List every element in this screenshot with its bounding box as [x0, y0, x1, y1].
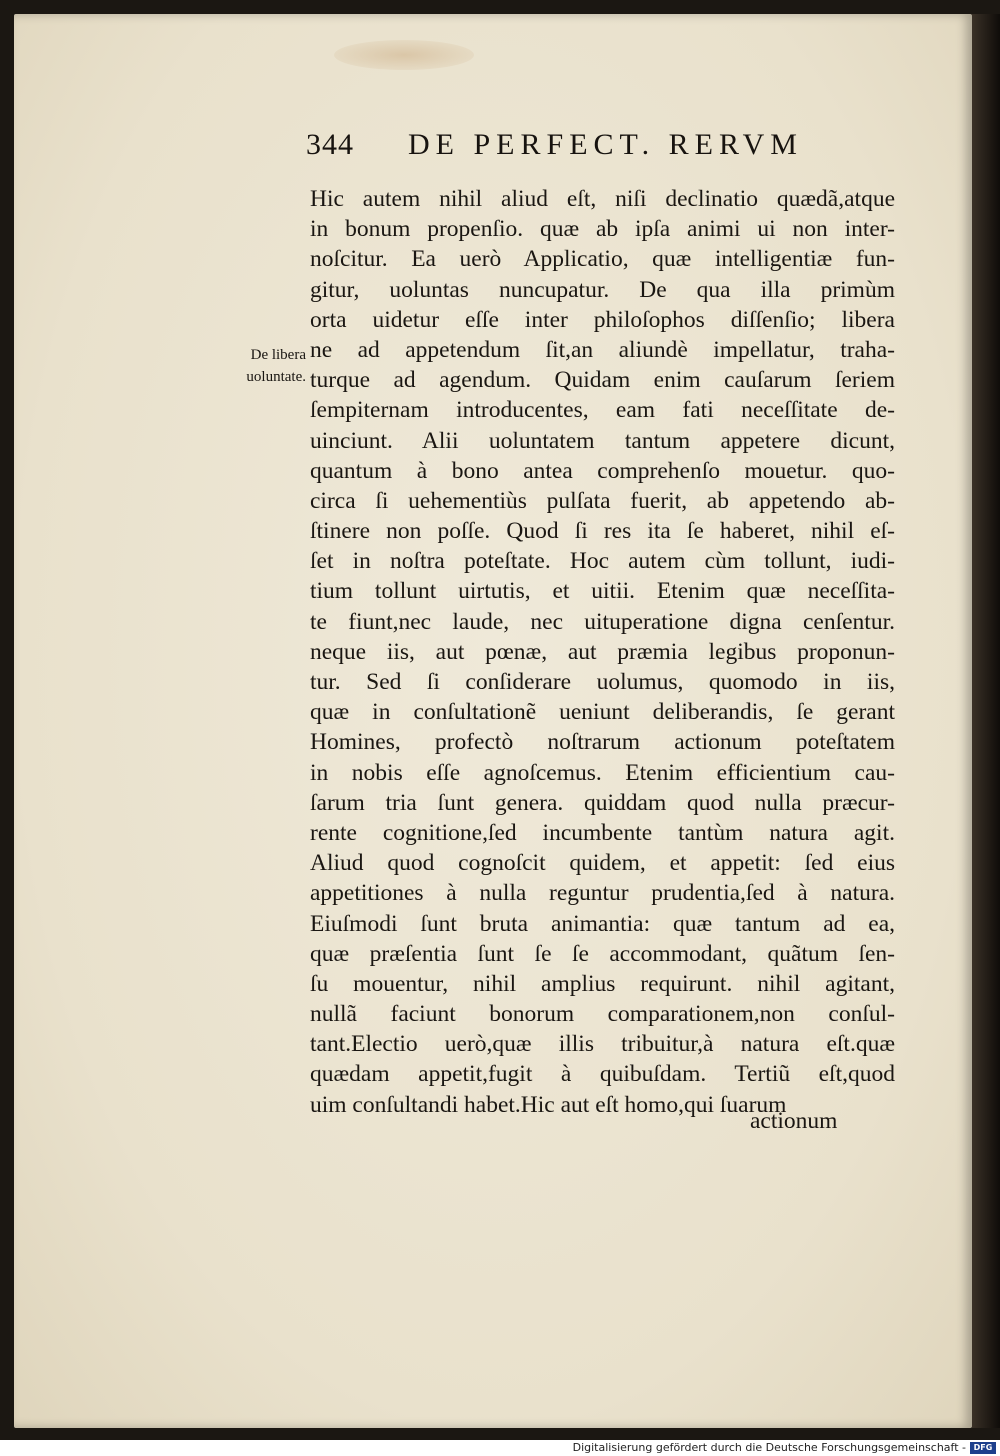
- body-text: [310, 184, 895, 1120]
- text-line: quæ præſentia ſunt ſe ſe accommodant, quãtum ſen-: [310, 940, 895, 967]
- text-line: ſempiternam introducentes, eam fati neceſſitate de-: [310, 397, 895, 424]
- text-line: noſcitur. Ea uerò Applicatio, quæ intelligentiæ fun-: [310, 246, 895, 273]
- text-line: nullã faciunt bonorum comparationem,non conſul-: [310, 1001, 895, 1028]
- text-line: uim conſultandi habet.Hic aut eſt homo,qui ſuarum: [310, 1091, 787, 1118]
- text-line: appetitiones à nulla reguntur prudentia,ſed à natura.: [310, 880, 895, 907]
- text-line: turque ad agendum. Quidam enim cauſarum ſeriem: [310, 367, 895, 394]
- text-line: Hic autem nihil aliud eſt, niſi declinatio quædã,atque: [310, 186, 895, 212]
- marginal-note: [206, 344, 306, 388]
- text-line: Homines, profectò noſtrarum actionum poteſtatem: [310, 729, 895, 756]
- text-line: ſarum tria ſunt genera. quiddam quod nulla præcur-: [310, 789, 895, 816]
- marginal-note-line: uoluntate.: [246, 369, 306, 385]
- text-line: Eiuſmodi ſunt bruta animantia: quæ tantum ad ea,: [310, 910, 895, 937]
- marginal-note-line: De libera: [250, 347, 306, 363]
- text-line: ne ad appetendum ſit,an aliundè impellatur, traha-: [310, 336, 895, 363]
- text-line: circa ſi uehementiùs pulſata fuerit, ab appetendo ab-: [310, 487, 895, 514]
- text-line: gitur, uoluntas nuncupatur. De qua illa primùm: [310, 276, 895, 303]
- text-line: quantum à bono antea comprehenſo mouetur. quo-: [310, 457, 895, 484]
- text-line: tant.Electio uerò,quæ illis tribuitur,à natura eſt.quæ: [310, 1031, 895, 1058]
- text-line: te fiunt,nec laude, nec uituperatione digna cenſentur.: [310, 608, 895, 635]
- text-line: neque iis, aut pœnæ, aut præmia legibus proponun-: [310, 638, 895, 665]
- paper-stain: [334, 40, 474, 70]
- text-line: rente cognitione,ſed incumbente tantùm natura agit.: [310, 819, 895, 846]
- text-line: orta uidetur eſſe inter philoſophos diſſenſio; libera: [310, 306, 895, 333]
- text-line: uinciunt. Alii uoluntatem tantum appetere dicunt,: [310, 427, 895, 454]
- footer-bar: [0, 1440, 1000, 1456]
- page-header: [306, 128, 806, 168]
- text-line: tur. Sed ſi conſiderare uolumus, quomodo in iis,: [310, 669, 895, 695]
- text-line: in bonum propenſio. quæ ab ipſa animi ui non inter-: [310, 216, 895, 243]
- text-line: quæ in conſultationẽ ueniunt deliberandis, ſe gerant: [310, 699, 895, 726]
- text-line: Aliud quod cognoſcit quidem, et appetit: ſed eius: [310, 850, 895, 877]
- page-number: 344: [306, 128, 354, 161]
- text-line: tium tollunt uirtutis, et uitii. Etenim quæ neceſſita-: [310, 578, 895, 605]
- book-gutter: [972, 14, 1000, 1428]
- catchword: actionum: [750, 1108, 838, 1134]
- text-line: quædam appetit,fugit à quibuſdam. Tertiũ eſt,quod: [310, 1061, 895, 1088]
- text-line: ſtinere non poſſe. Quod ſi res ita ſe haberet, nihil eſ-: [310, 518, 895, 545]
- footer-credit: Digitalisierung gefördert durch die Deutsche Forschungsgemeinschaft -: [572, 1441, 966, 1454]
- text-line: ſu mouentur, nihil amplius requirunt. nihil agitant,: [310, 970, 895, 997]
- text-line: in nobis eſſe agnoſcemus. Etenim efficientium cau-: [310, 759, 895, 786]
- text-line: ſet in noſtra poteſtate. Hoc autem cùm tollunt, iudi-: [310, 548, 895, 575]
- running-title: DE PERFECT. RERVM: [408, 128, 803, 161]
- dfg-logo: DFG: [970, 1442, 996, 1454]
